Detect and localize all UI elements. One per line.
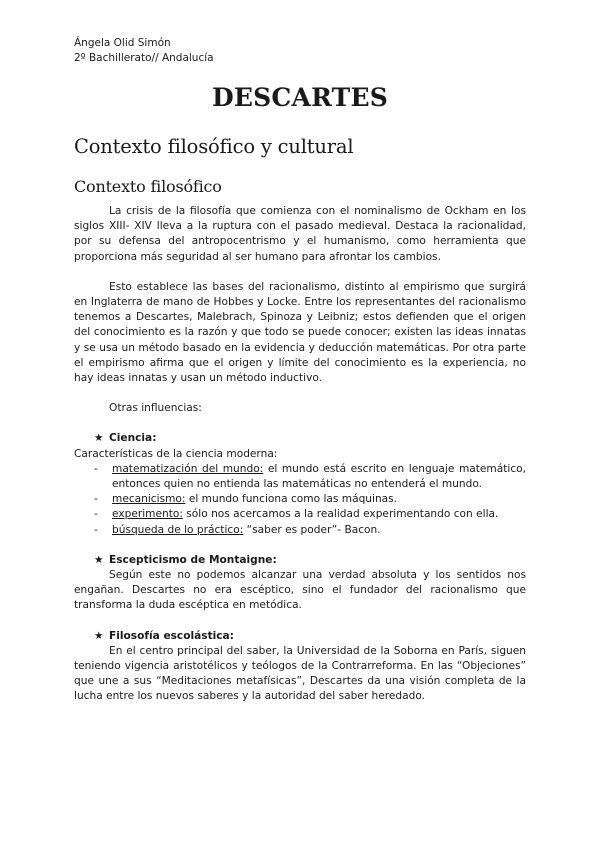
section-heading: Contexto filosófico y cultural xyxy=(74,135,354,158)
dash-bullet: - xyxy=(94,508,98,521)
list-item-text: el mundo está escrito en lenguaje matemático, entonces quien no entienda las matemáticas no entenderá el mundo. xyxy=(112,462,527,491)
subsection-heading: Contexto filosófico xyxy=(74,177,222,196)
dash-bullet: - xyxy=(94,523,98,536)
ciencia-heading-label: Ciencia: xyxy=(109,432,157,445)
paragraph-escolastica: En el centro principal del saber, la Universidad de la Soborna en París, siguen teniendo vigencia aristotélicos y teólogos de la Contrarreforma. En las “Objeciones” que une a sus “Meditaciones metafísicas”, Descartes da una visión completa de la lucha entre los nuevos saberes y la autoridad del saber heredado. xyxy=(74,644,526,703)
document-title: DESCARTES xyxy=(212,83,388,112)
ciencia-heading xyxy=(74,431,526,446)
ciencia-list xyxy=(74,462,526,538)
star-bullet-icon: ★ xyxy=(94,629,104,642)
list-item-term: mecanicismo: xyxy=(112,493,186,506)
course-label: 2º Bachillerato// Andalucía xyxy=(74,52,214,64)
list-item-term: matematización del mundo: xyxy=(112,462,264,475)
star-bullet-icon: ★ xyxy=(94,432,104,445)
dash-bullet: - xyxy=(94,493,98,506)
list-item xyxy=(94,462,526,492)
escolastica-heading-label: Filosofía escolástica: xyxy=(109,629,234,642)
list-item xyxy=(94,507,526,522)
escolastica-heading xyxy=(74,629,526,644)
author-name: Ángela Olid Simón xyxy=(74,37,171,49)
dash-bullet: - xyxy=(94,462,98,475)
list-item-text: sólo nos acercamos a la realidad experimentando con ella. xyxy=(182,508,499,521)
list-item-term: búsqueda de lo práctico: xyxy=(112,523,244,536)
star-bullet-icon: ★ xyxy=(94,553,104,566)
list-item-text: el mundo funciona como las máquinas. xyxy=(185,493,398,506)
escepticismo-heading-label: Escepticismo de Montaigne: xyxy=(109,553,277,566)
paragraph-otras-influencias: Otras influencias: xyxy=(109,402,202,415)
list-item xyxy=(94,523,526,538)
list-item-text: “saber es poder”- Bacon. xyxy=(243,523,381,536)
paragraph-racionalismo: Esto establece las bases del racionalismo, distinto al empirismo que surgirá en Inglaterra de mano de Hobbes y Locke. Entre los representantes del racionalismo tenemos a Descartes, Malebrach, Spinoza y Leibniz; estos defienden que el origen del conocimiento es la razón y que todo se puede conocer; existen las ideas innatas y se usa un método basado en la evidencia y deducción matemáticas. Por otra parte el empirismo afirma que el origen y límite del conocimiento es la experiencia, no hay ideas innatas y usan un método inductivo. xyxy=(74,280,526,385)
list-item xyxy=(94,492,526,507)
ciencia-intro: Características de la ciencia moderna: xyxy=(74,447,278,460)
paragraph-escepticismo: Según este no podemos alcanzar una verdad absoluta y los sentidos nos engañan. Descartes no era escéptico, sino el fundador del racionalismo que transforma la duda escéptica en metódica. xyxy=(74,569,526,612)
escepticismo-heading xyxy=(74,553,526,568)
list-item-term: experimento: xyxy=(112,508,183,521)
paragraph-crisis: La crisis de la filosofía que comienza con el nominalismo de Ockham en los siglos XIII- XIV lleva a la ruptura con el pasado medieval. Destaca la racionalidad, por su defensa del antropocentrismo y el humanismo, como herramienta que proporciona más seguridad al ser humano para afrontar los cambios. xyxy=(74,205,526,263)
